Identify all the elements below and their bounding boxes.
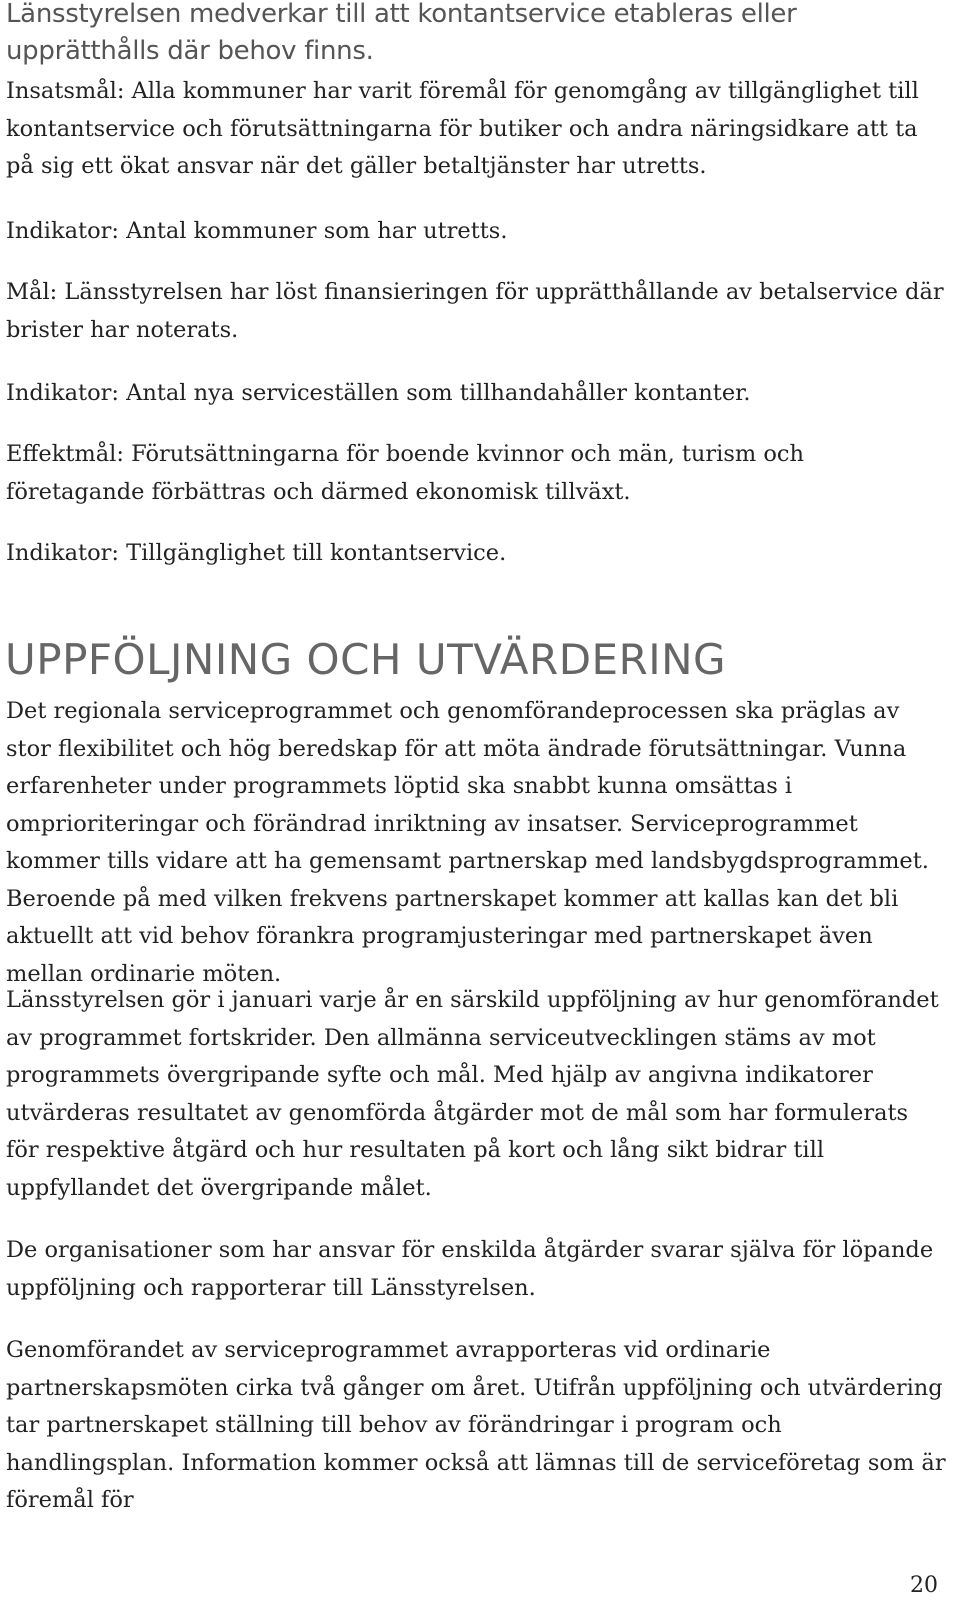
- indicator-paragraph: Indikator: Tillgänglighet till kontantservice.: [6, 540, 507, 566]
- section-paragraph: De organisationer som har ansvar för enskilda åtgärder svarar själva för löpande uppföljning och rapporterar till Länsstyrelsen.: [6, 1237, 934, 1301]
- indicator-paragraph: Indikator: Antal nya serviceställen som tillhandahåller kontanter.: [6, 380, 751, 406]
- section-paragraph: Genomförandet av serviceprogrammet avrapporteras vid ordinarie partnerskapsmöten cirka två gånger om året. Utifrån uppföljning och utvärdering tar partnerskapet ställning till behov av förändringar i program och handlingsplan. Information kommer också att lämnas till de serviceföretag som är föremål för: [6, 1337, 946, 1513]
- section-heading: UPPFÖLJNING OCH UTVÄRDERING: [5, 635, 727, 684]
- goal-paragraph: Mål: Länsstyrelsen har löst finansieringen för upprätthållande av betalservice där brister har noterats.: [6, 279, 944, 343]
- indicator-paragraph: Indikator: Antal kommuner som har utretts.: [6, 218, 508, 244]
- section-paragraph: Det regionala serviceprogrammet och genomförandeprocessen ska präglas av stor flexibilitet och hög beredskap för att möta ändrade förutsättningar. Vunna erfarenheter under programmets löptid ska snabbt kunna omsättas i omprioriteringar och förändrad inriktning av insatser. Serviceprogrammet kommer tills vidare att ha gemensamt partnerskap med landsbygdsprogrammet. Beroende på med vilken frekvens partnerskapet kommer att kallas kan det bli aktuellt att vid behov förankra programjusteringar med partnerskapet även mellan ordinarie möten.: [6, 698, 929, 987]
- lead-paragraph: Länsstyrelsen medverkar till att kontantservice etableras eller upprätthålls där behov finns.: [6, 0, 797, 66]
- section-paragraph: Länsstyrelsen gör i januari varje år en särskild uppföljning av hur genomförandet av programmet fortskrider. Den allmänna serviceutvecklingen stäms av mot programmets övergripande syfte och mål. Med hjälp av angivna indikatorer utvärderas resultatet av genomförda åtgärder mot de mål som har formulerats för respektive åtgärd och hur resultaten på kort och lång sikt bidrar till uppfyllandet det övergripande målet.: [6, 987, 939, 1201]
- page-number: 20: [910, 1573, 938, 1598]
- effect-goal-paragraph: Effektmål: Förutsättningarna för boende kvinnor och män, turism och företagande förbättras och därmed ekonomisk tillväxt.: [6, 441, 805, 505]
- insatsmal-paragraph: Insatsmål: Alla kommuner har varit föremål för genomgång av tillgänglighet till kontantservice och förutsättningarna för butiker och andra näringsidkare att ta på sig ett ökat ansvar när det gäller betaltjänster har utretts.: [6, 78, 919, 179]
